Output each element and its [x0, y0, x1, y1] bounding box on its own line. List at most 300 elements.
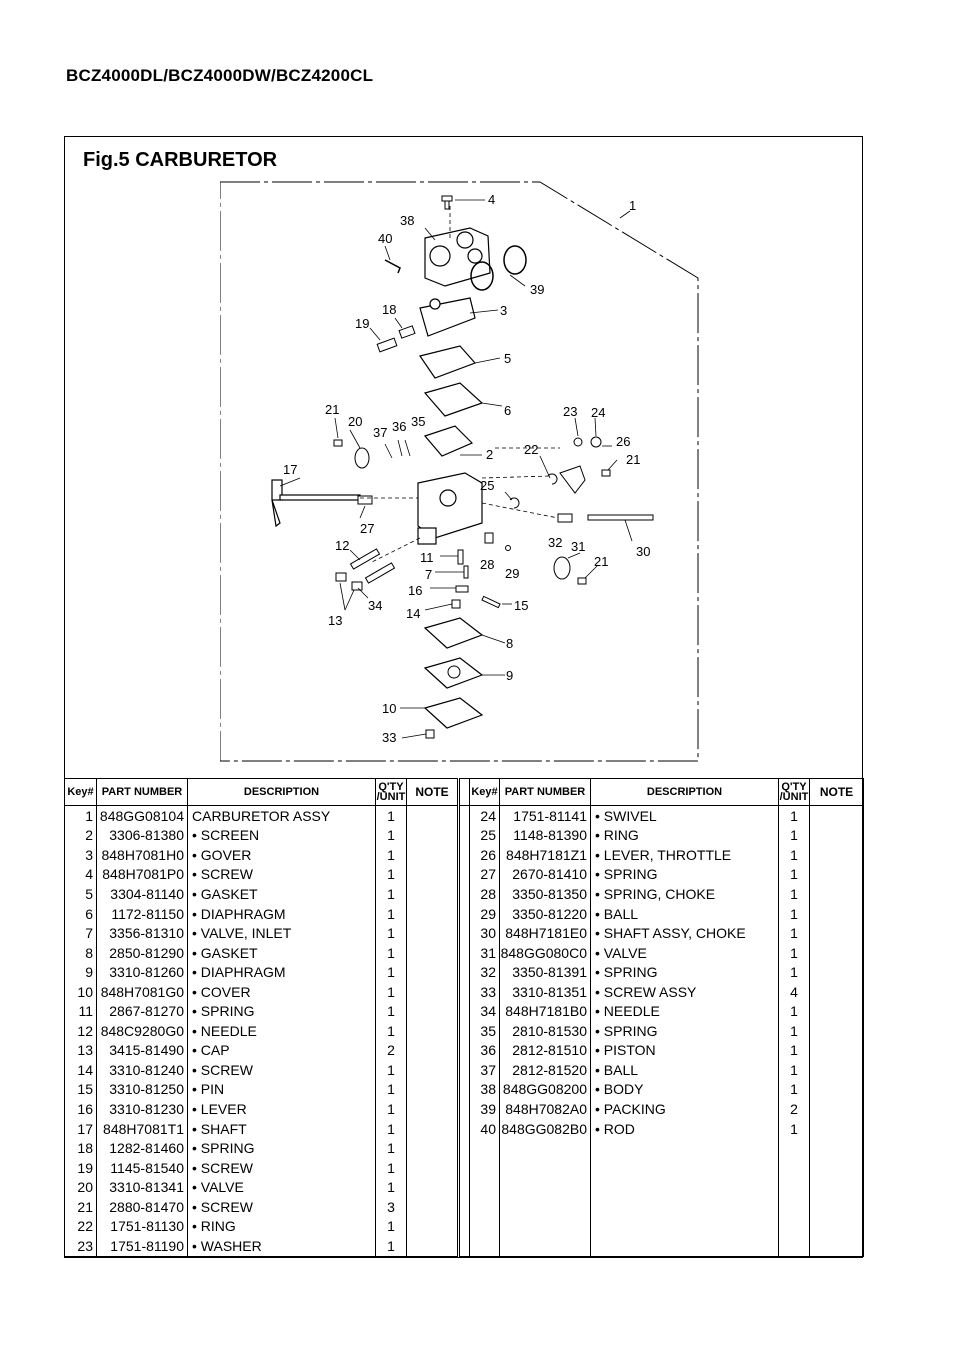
callout: 22	[524, 442, 539, 457]
note-cell	[407, 1177, 458, 1197]
qty-cell: 1	[779, 1001, 810, 1021]
callout: 26	[616, 434, 631, 449]
gover-part	[420, 298, 475, 336]
note-cell	[407, 962, 458, 982]
table-row	[65, 982, 458, 1002]
table-row	[65, 1060, 458, 1080]
valve-7	[464, 566, 468, 578]
pin-15	[482, 596, 500, 607]
note-cell	[810, 923, 864, 943]
note-cell	[407, 884, 458, 904]
table-row	[460, 1001, 864, 1021]
callout: 23	[563, 404, 578, 419]
qty-cell: 3	[376, 1197, 407, 1217]
description-cell: • SPRING, CHOKE	[591, 884, 779, 904]
part-number-cell: 848H7181E0	[500, 923, 591, 943]
part-number-cell: 1751-81190	[97, 1236, 188, 1256]
part-number-cell	[500, 1138, 591, 1158]
key-cell: 24	[470, 806, 500, 826]
qty-cell: 1	[779, 904, 810, 924]
qty-cell: 1	[779, 1119, 810, 1139]
spring-28	[485, 533, 493, 543]
key-cell: 14	[65, 1060, 97, 1080]
key-cell: 3	[65, 845, 97, 865]
part-number-cell: 3356-81310	[97, 923, 188, 943]
description-cell: • GASKET	[188, 884, 376, 904]
cover-10	[425, 698, 482, 728]
key-cell: 35	[470, 1021, 500, 1041]
key-cell: 16	[65, 1099, 97, 1119]
table-row	[65, 962, 458, 982]
part-number-cell: 1148-81390	[500, 826, 591, 846]
callout: 36	[392, 419, 407, 434]
key-cell: 12	[65, 1021, 97, 1041]
part-number-cell	[500, 1158, 591, 1178]
key-cell: 39	[470, 1099, 500, 1119]
spacer-cell	[460, 943, 470, 963]
spacer-cell	[460, 962, 470, 982]
part-number-cell: 3310-81260	[97, 962, 188, 982]
note-cell	[407, 865, 458, 885]
table-row	[65, 1080, 458, 1100]
qty-cell: 1	[376, 1216, 407, 1236]
part-number-cell: 2812-81510	[500, 1041, 591, 1061]
key-cell: 25	[470, 826, 500, 846]
callout: 29	[505, 566, 520, 581]
description-cell	[591, 1177, 779, 1197]
callout: 12	[335, 538, 350, 553]
description-cell	[591, 1138, 779, 1158]
note-cell	[407, 1080, 458, 1100]
screw-4	[442, 196, 452, 209]
key-cell: 5	[65, 884, 97, 904]
description-cell: • SPRING	[188, 1001, 376, 1021]
qty-cell: 1	[376, 1138, 407, 1158]
qty-cell: 1	[376, 962, 407, 982]
callout: 20	[348, 414, 363, 429]
swivel-24	[591, 437, 601, 447]
table-row	[65, 1236, 458, 1256]
spacer-cell	[460, 1041, 470, 1061]
note-cell	[407, 1138, 458, 1158]
note-cell	[407, 1001, 458, 1021]
callout: 18	[382, 302, 397, 317]
key-cell: 36	[470, 1041, 500, 1061]
callout: 40	[378, 231, 393, 246]
spring-27	[358, 496, 372, 504]
note-cell	[810, 1041, 864, 1061]
callout: 31	[571, 539, 586, 554]
key-cell: 30	[470, 923, 500, 943]
key-cell: 21	[65, 1197, 97, 1217]
key-cell: 28	[470, 884, 500, 904]
model-heading: BCZ4000DL/BCZ4000DW/BCZ4200CL	[66, 66, 374, 85]
qty-cell: 1	[376, 1236, 407, 1256]
part-number-cell: 3415-81490	[97, 1041, 188, 1061]
callout: 21	[325, 402, 340, 417]
col-qty: Q'TY /UNIT	[779, 779, 810, 806]
qty-cell: 1	[376, 865, 407, 885]
throttle-shaft-17	[272, 480, 360, 526]
carburetor-exploded-diagram	[220, 178, 705, 763]
qty-cell: 1	[376, 1099, 407, 1119]
table-row	[460, 884, 864, 904]
description-cell: • SHAFT ASSY, CHOKE	[591, 923, 779, 943]
description-cell: • RING	[591, 826, 779, 846]
description-cell: • LEVER, THROTTLE	[591, 845, 779, 865]
key-cell	[470, 1138, 500, 1158]
description-cell: • SWIVEL	[591, 806, 779, 826]
description-cell: • WASHER	[188, 1236, 376, 1256]
note-cell	[810, 1119, 864, 1139]
qty-cell: 1	[779, 865, 810, 885]
description-cell: • VALVE	[188, 1177, 376, 1197]
part-number-cell: 848GG080C0	[500, 943, 591, 963]
choke-shaft-30	[588, 515, 653, 520]
note-cell	[810, 884, 864, 904]
spacer-cell	[460, 1119, 470, 1139]
key-cell: 37	[470, 1060, 500, 1080]
spacer-cell	[460, 1236, 470, 1256]
key-cell: 20	[65, 1177, 97, 1197]
qty-cell: 1	[779, 1021, 810, 1041]
qty-cell: 1	[779, 1041, 810, 1061]
callout: 16	[408, 583, 423, 598]
key-cell: 17	[65, 1119, 97, 1139]
description-cell: • SCREW	[188, 1060, 376, 1080]
callout: 7	[425, 567, 433, 582]
col-part-number: PART NUMBER	[97, 779, 188, 806]
col-note: NOTE	[810, 779, 864, 806]
key-cell	[470, 1216, 500, 1236]
qty-cell: 1	[376, 1158, 407, 1178]
qty-cell: 1	[779, 923, 810, 943]
description-cell: • ROD	[591, 1119, 779, 1139]
qty-cell: 1	[376, 845, 407, 865]
spring-32	[558, 514, 572, 522]
key-cell	[470, 1177, 500, 1197]
screw-21a	[334, 440, 342, 446]
part-number-cell: 848GG082B0	[500, 1119, 591, 1139]
qty-cell: 1	[376, 1001, 407, 1021]
col-description: DESCRIPTION	[188, 779, 376, 806]
col-key: Key#	[470, 779, 500, 806]
qty-cell: 1	[376, 806, 407, 826]
note-cell	[407, 904, 458, 924]
note-cell	[810, 904, 864, 924]
table-row	[65, 806, 458, 826]
callout: 3	[500, 303, 508, 318]
spacer-cell	[460, 1197, 470, 1217]
callout: 9	[506, 668, 514, 683]
qty-cell	[779, 1236, 810, 1256]
table-row	[65, 845, 458, 865]
part-number-cell: 2850-81290	[97, 943, 188, 963]
spacer-cell	[460, 1138, 470, 1158]
gasket-5	[420, 346, 475, 378]
lever-16	[456, 586, 468, 592]
part-number-cell: 2867-81270	[97, 1001, 188, 1021]
note-cell	[407, 1236, 458, 1256]
screw-21b	[602, 470, 610, 476]
part-number-cell	[500, 1236, 591, 1256]
callout: 14	[406, 606, 421, 621]
qty-cell	[779, 1158, 810, 1178]
table-row	[460, 962, 864, 982]
description-cell: • GASKET	[188, 943, 376, 963]
table-row	[460, 1197, 864, 1217]
callout: 21	[594, 554, 609, 569]
spacer-cell	[460, 1060, 470, 1080]
note-cell	[407, 845, 458, 865]
description-cell: • BALL	[591, 904, 779, 924]
callout: 17	[283, 462, 298, 477]
part-number-cell: 1751-81130	[97, 1216, 188, 1236]
description-cell: • GOVER	[188, 845, 376, 865]
table-row	[460, 1138, 864, 1158]
key-cell: 2	[65, 826, 97, 846]
callout: 10	[382, 701, 397, 716]
description-cell	[591, 1158, 779, 1178]
table-row	[65, 1197, 458, 1217]
callout: 4	[488, 192, 496, 207]
table-row	[65, 1158, 458, 1178]
callout: 37	[373, 425, 388, 440]
part-number-cell: 2880-81470	[97, 1197, 188, 1217]
table-row	[460, 1099, 864, 1119]
spacer-cell	[460, 845, 470, 865]
spacer-cell	[460, 1001, 470, 1021]
part-number-cell	[500, 1197, 591, 1217]
key-cell: 31	[470, 943, 500, 963]
qty-cell: 1	[779, 806, 810, 826]
spacer-cell	[460, 904, 470, 924]
description-cell: • PACKING	[591, 1099, 779, 1119]
description-cell: • RING	[188, 1216, 376, 1236]
part-number-cell: 848H7082A0	[500, 1099, 591, 1119]
key-cell: 8	[65, 943, 97, 963]
table-row	[460, 845, 864, 865]
part-number-cell: 1172-81150	[97, 904, 188, 924]
qty-cell: 1	[376, 1119, 407, 1139]
table-row	[65, 1177, 458, 1197]
part-number-cell	[500, 1177, 591, 1197]
part-number-cell: 848GG08104	[97, 806, 188, 826]
callout: 5	[504, 351, 512, 366]
qty-cell: 1	[376, 982, 407, 1002]
washer-23	[574, 438, 582, 446]
part-number-cell: 3306-81380	[97, 826, 188, 846]
part-number-cell: 3350-81220	[500, 904, 591, 924]
table-row	[460, 1119, 864, 1139]
table-row	[460, 1177, 864, 1197]
part-number-cell: 848H7081T1	[97, 1119, 188, 1139]
part-number-cell: 2812-81520	[500, 1060, 591, 1080]
qty-cell: 1	[779, 826, 810, 846]
qty-cell: 4	[779, 982, 810, 1002]
description-cell: • SPRING	[591, 1021, 779, 1041]
part-number-cell: 3310-81240	[97, 1060, 188, 1080]
part-number-cell: 3310-81351	[500, 982, 591, 1002]
qty-cell: 1	[376, 1080, 407, 1100]
part-number-cell: 848H7081P0	[97, 865, 188, 885]
table-row	[460, 865, 864, 885]
callout: 19	[355, 316, 370, 331]
table-row	[65, 904, 458, 924]
table-row	[460, 826, 864, 846]
description-cell: • VALVE, INLET	[188, 923, 376, 943]
table-row	[65, 943, 458, 963]
description-cell: • SCREW	[188, 865, 376, 885]
qty-cell: 1	[779, 1060, 810, 1080]
note-cell	[407, 982, 458, 1002]
note-cell	[810, 826, 864, 846]
description-cell: • BALL	[591, 1060, 779, 1080]
key-cell: 6	[65, 904, 97, 924]
table-row	[65, 1021, 458, 1041]
callout: 33	[382, 730, 397, 745]
table-row	[65, 1099, 458, 1119]
diaphragm-6	[425, 383, 482, 416]
screw-33	[426, 730, 434, 738]
description-cell	[591, 1236, 779, 1256]
throttle-lever-26	[560, 466, 585, 493]
gasket-8	[425, 618, 482, 648]
note-cell	[810, 1197, 864, 1217]
callout: 2	[486, 447, 494, 462]
qty-cell: 1	[376, 1177, 407, 1197]
note-cell	[810, 1060, 864, 1080]
part-number-cell: 3304-81140	[97, 884, 188, 904]
table-row	[460, 806, 864, 826]
part-number-cell: 848GG08200	[500, 1080, 591, 1100]
note-cell	[810, 1138, 864, 1158]
ball-29	[506, 546, 511, 551]
part-number-cell: 3350-81350	[500, 884, 591, 904]
ring-22	[548, 474, 557, 484]
spacer-cell	[460, 1080, 470, 1100]
gasket-6b	[425, 426, 472, 456]
table-row	[65, 826, 458, 846]
note-cell	[810, 1099, 864, 1119]
note-cell	[407, 1158, 458, 1178]
table-row	[460, 1021, 864, 1041]
col-part-number: PART NUMBER	[500, 779, 591, 806]
spring-11	[458, 550, 463, 564]
note-cell	[407, 826, 458, 846]
spacer-cell	[460, 884, 470, 904]
table-row	[460, 904, 864, 924]
description-cell: • SCREW ASSY	[591, 982, 779, 1002]
table-row	[65, 865, 458, 885]
table-row	[460, 1216, 864, 1236]
description-cell: • SPRING	[591, 962, 779, 982]
part-number-cell: 1145-81540	[97, 1158, 188, 1178]
key-cell: 40	[470, 1119, 500, 1139]
spacer-cell	[460, 1158, 470, 1178]
part-number-cell: 848H7181B0	[500, 1001, 591, 1021]
part-number-cell: 848H7081G0	[97, 982, 188, 1002]
qty-cell	[779, 1177, 810, 1197]
note-cell	[407, 1216, 458, 1236]
figure-title: Fig.5 CARBURETOR	[83, 149, 278, 171]
valve-20	[355, 448, 369, 468]
description-cell: • SPRING	[591, 865, 779, 885]
key-cell: 33	[470, 982, 500, 1002]
description-cell: • NEEDLE	[188, 1021, 376, 1041]
main-body	[418, 473, 482, 544]
note-cell	[810, 806, 864, 826]
callout: 32	[548, 535, 563, 550]
callout: 27	[360, 521, 375, 536]
key-cell: 34	[470, 1001, 500, 1021]
col-key: Key#	[65, 779, 97, 806]
note-cell	[810, 962, 864, 982]
part-number-cell: 3310-81341	[97, 1177, 188, 1197]
note-cell	[407, 1099, 458, 1119]
qty-cell: 1	[779, 962, 810, 982]
note-cell	[810, 982, 864, 1002]
note-cell	[407, 1021, 458, 1041]
spacer-cell	[460, 826, 470, 846]
key-cell: 13	[65, 1041, 97, 1061]
note-cell	[810, 1216, 864, 1236]
callout: 1	[629, 198, 637, 213]
key-cell: 11	[65, 1001, 97, 1021]
description-cell: • PISTON	[591, 1041, 779, 1061]
callout: 34	[368, 598, 383, 613]
qty-cell: 2	[376, 1041, 407, 1061]
table-row	[460, 943, 864, 963]
table-row	[65, 884, 458, 904]
table-row	[460, 923, 864, 943]
key-cell: 29	[470, 904, 500, 924]
description-cell: • SCREW	[188, 1197, 376, 1217]
key-cell: 7	[65, 923, 97, 943]
col-note: NOTE	[407, 779, 458, 806]
callout: 21	[626, 452, 641, 467]
col-description: DESCRIPTION	[591, 779, 779, 806]
key-cell: 18	[65, 1138, 97, 1158]
table-row	[65, 1119, 458, 1139]
description-cell: • CAP	[188, 1041, 376, 1061]
key-cell	[470, 1236, 500, 1256]
table-row	[460, 982, 864, 1002]
key-cell	[470, 1197, 500, 1217]
part-number-cell: 1282-81460	[97, 1138, 188, 1158]
note-cell	[810, 1236, 864, 1256]
description-cell: CARBURETOR ASSY	[188, 806, 376, 826]
part-number-cell: 848H7181Z1	[500, 845, 591, 865]
description-cell: • SHAFT	[188, 1119, 376, 1139]
description-cell: • PIN	[188, 1080, 376, 1100]
description-cell: • DIAPHRAGM	[188, 904, 376, 924]
note-cell	[407, 1119, 458, 1139]
qty-cell: 1	[376, 884, 407, 904]
qty-cell: 1	[376, 1021, 407, 1041]
table-row	[460, 1041, 864, 1061]
callout: 6	[504, 403, 512, 418]
table-row	[460, 1236, 864, 1256]
description-cell: • NEEDLE	[591, 1001, 779, 1021]
description-cell: • SPRING	[188, 1138, 376, 1158]
part-number-cell: 848C9280G0	[97, 1021, 188, 1041]
spacer-cell	[460, 1177, 470, 1197]
qty-cell	[779, 1197, 810, 1217]
spacer-cell	[460, 1021, 470, 1041]
note-cell	[810, 943, 864, 963]
screw-14	[452, 600, 460, 608]
